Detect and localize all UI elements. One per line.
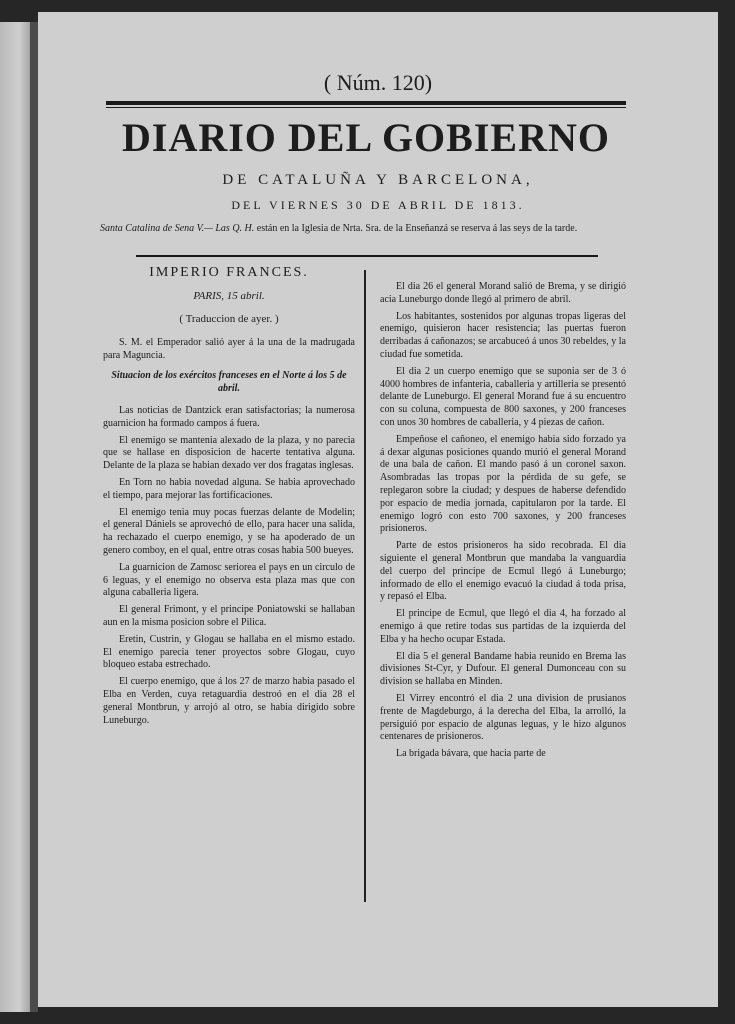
- article-paragraph: El cuerpo enemigo, que á los 27 de marzo habia pasado el Elba en Verden, cuya retaguardia destroó en el dia 28 el general Montbrun, y arrojó al otro, se habia dirigido sobre Luneburgo.: [103, 676, 355, 726]
- article-paragraph: Parte de estos prisioneros ha sido recobrada. El dia siguiente el general Montbrun que mandaba la vanguardia del cuerpo del principe de Ecmul llegó á Luneburgo; informado de ello el enemigo evacuó la ciudad á toda prisa, y repasó el Elba.: [380, 540, 626, 603]
- left-column: [103, 267, 355, 731]
- article-paragraph: Eretin, Custrin, y Glogau se hallaba en el mismo estado. El enemigo parecia tener proyectos sobre Glogau, cuyo bloqueo estaba estrechado.: [103, 633, 355, 671]
- article-paragraph: El dia 5 el general Bandame habia reunido en Brema las divisiones St-Cyr, y Dufour. El general Dumonceau con su division se hallaba en Minden.: [380, 650, 626, 688]
- notice-text: están en la Iglesia de Nrta. Sra. de la Enseñanzá se reserva á las seys de la tarde.: [254, 223, 578, 234]
- article-paragraph: El dia 2 un cuerpo enemigo que se suponia ser de 3 ó 4000 hombres de infanteria, caballeria y artilleria se presentó delante de Luneburgo. El general Morand fue á su encuentro con su coluna, compuesta de 800 saxones, y 200 franceses con unos 30 hombres de caballeria, y 4 piezas de cañon.: [380, 365, 626, 428]
- article-paragraph: En Torn no habia novedad alguna. Se habia aprovechado el tiempo, para mejorar las fortificaciones.: [103, 476, 355, 501]
- dateline: DEL VIERNES 30 DE ABRIL DE 1813.: [231, 198, 525, 212]
- place-date: PARIS, 15 abril.: [193, 289, 265, 302]
- header-rule-thick: [106, 101, 626, 105]
- article-paragraph: Los habitantes, sostenidos por algunas tropas ligeras del enemigo, quisieron hacer resistencia; las puertas fueron derribadas á cañonazos; se arcabuceó á unos 30 rebeldes, y la ciudad fue sometida.: [380, 310, 626, 360]
- column-divider: [364, 270, 366, 902]
- article-paragraph: Empeñose el cañoneo, el enemigo habia sido forzado ya á dexar algunas posiciones quando murió el general Morand de una bala de cañon. El mando pasó á un coronel saxon. Asombradas las tropas por la pérdida de su gefe, se replegaron sobre la ciudad; y despues de haberse defendido por espacio de media jornada, capitularon por la tarde. El enemigo logró con esto 700 saxones, y 200 franceses prisioneros.: [380, 433, 626, 535]
- article-paragraph: El dia 26 el general Morand salió de Brema, y se dirigió acia Luneburgo donde llegó al primero de abril.: [380, 281, 626, 305]
- right-column: [380, 281, 626, 765]
- masthead-title: DIARIO DEL GOBIERNO: [122, 115, 610, 160]
- article-paragraph: La brigada bávara, que hacia parte de: [396, 748, 546, 760]
- translation-note: ( Traduccion de ayer. ): [179, 312, 279, 325]
- masthead-subtitle: DE CATALUÑA Y BARCELONA,: [222, 172, 534, 188]
- religious-notice: [100, 222, 628, 235]
- article-paragraph: El principe de Ecmul, que llegó el dia 4, ha forzado al enemigo á que retire todas sus partidas de la izquierda del Elba y ha hecho ocupar Estada.: [380, 608, 626, 645]
- notice-italic: Santa Catalina de Sena V.— Las Q. H.: [100, 223, 255, 234]
- article-paragraph: El enemigo se mantenia alexado de la plaza, y no parecia que se hallase en disposicion de hacerte tentativa alguna. Delante de la plaza se habian dexado ver dos fragatas inglesas.: [103, 434, 355, 472]
- article-paragraph: Las noticias de Dantzick eran satisfactorias; la numerosa guarnicion ha formado campos á fuera.: [103, 404, 355, 429]
- book-gutter: [30, 22, 38, 1012]
- facing-page-edge: [0, 22, 32, 1012]
- article-paragraph: El general Frimont, y el principe Poniatowski se hallaban aun en la misma posicion sobre el Pilica.: [103, 604, 355, 628]
- situation-heading: Situacion de los exércitos franceses en el Norte á los 5 de abril.: [111, 369, 347, 394]
- section-rule: [136, 255, 598, 257]
- article-paragraph: El Virrey encontró el dia 2 una division de prusianos frente de Magdeburgo, á la derecha del Elba, la arrolló, la persiguió por espacio de algunas leguas, y le hizo algunos centenares de prisioneros.: [380, 692, 626, 743]
- newspaper-page: [38, 12, 718, 1007]
- header-rule-thin: [106, 107, 626, 108]
- issue-number: ( Núm. 120): [323, 70, 433, 95]
- section-heading: IMPERIO FRANCES.: [149, 265, 309, 280]
- article-paragraph: La guarnicion de Zamosc seriorea el pays en un circulo de 6 leguas, y el enemigo no observa esta plaza mas que con alguna caballeria ligera.: [103, 561, 355, 599]
- intro-paragraph: S. M. el Emperador salió ayer á la una de la madrugada para Maguncia.: [103, 337, 355, 362]
- article-paragraph: El enemigo tenia muy pocas fuerzas delante de Modelin; el general Dániels se aprovechó de ello, para hacer una salida, ha rechazado el cuerpo enemigo, y se ha apoderado de un genero comboy, en el qual, entre otras cosas habia 500 bueyes.: [103, 506, 355, 556]
